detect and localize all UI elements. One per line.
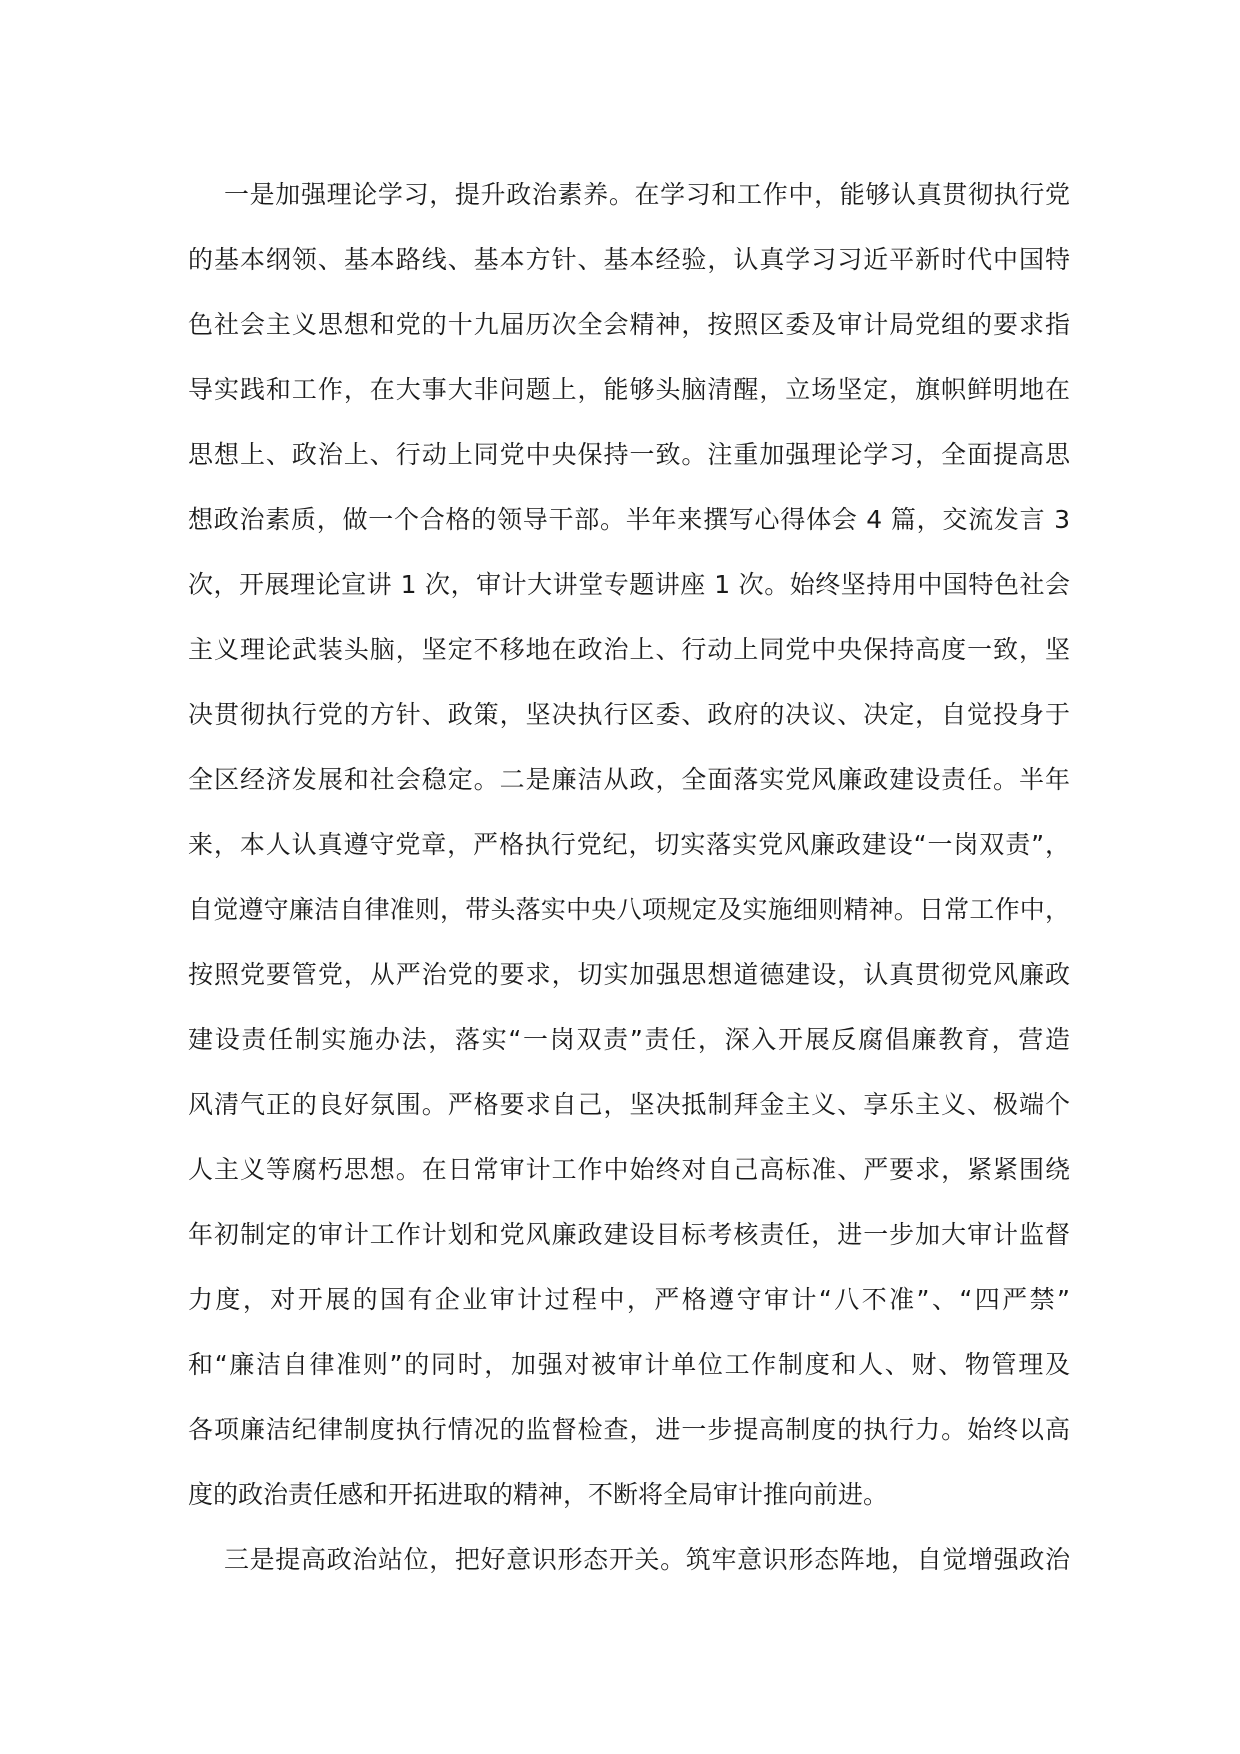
body-line: 色社会主义思想和党的十九届历次全会精神，按照区委及审计局党组的要求指 bbox=[188, 310, 1070, 339]
body-line: 按照党要管党，从严治党的要求，切实加强思想道德建设，认真贯彻党风廉政 bbox=[188, 960, 1070, 989]
body-line: 思想上、政治上、行动上同党中央保持一致。注重加强理论学习，全面提高思 bbox=[188, 440, 1070, 469]
body-line: 导实践和工作，在大事大非问题上，能够头脑清醒，立场坚定，旗帜鲜明地在 bbox=[188, 375, 1070, 404]
body-line: 三是提高政治站位，把好意识形态开关。筑牢意识形态阵地，自觉增强政治 bbox=[224, 1545, 1070, 1574]
body-line: 一是加强理论学习，提升政治素养。在学习和工作中，能够认真贯彻执行党 bbox=[224, 180, 1070, 209]
body-line: 的基本纲领、基本路线、基本方针、基本经验，认真学习习近平新时代中国特 bbox=[188, 245, 1070, 274]
body-line: 各项廉洁纪律制度执行情况的监督检查，进一步提高制度的执行力。始终以高 bbox=[188, 1415, 1070, 1444]
body-line: 决贯彻执行党的方针、政策，坚决执行区委、政府的决议、决定，自觉投身于 bbox=[188, 700, 1070, 729]
body-line: 全区经济发展和社会稳定。二是廉洁从政，全面落实党风廉政建设责任。半年 bbox=[188, 765, 1070, 794]
body-line: 风清气正的良好氛围。严格要求自己，坚决抵制拜金主义、享乐主义、极端个 bbox=[188, 1090, 1070, 1119]
body-line: 想政治素质，做一个合格的领导干部。半年来撰写心得体会 4 篇，交流发言 3 bbox=[188, 505, 1070, 534]
body-line: 力度，对开展的国有企业审计过程中，严格遵守审计“八不准”、“四严禁” bbox=[188, 1285, 1070, 1314]
body-line: 人主义等腐朽思想。在日常审计工作中始终对自己高标准、严要求，紧紧围绕 bbox=[188, 1155, 1070, 1184]
body-line: 年初制定的审计工作计划和党风廉政建设目标考核责任，进一步加大审计监督 bbox=[188, 1220, 1070, 1249]
body-line: 和“廉洁自律准则”的同时，加强对被审计单位工作制度和人、财、物管理及 bbox=[188, 1350, 1070, 1379]
body-line: 来，本人认真遵守党章，严格执行党纪，切实落实党风廉政建设“一岗双责”， bbox=[188, 830, 1070, 859]
body-line: 建设责任制实施办法，落实“一岗双责”责任，深入开展反腐倡廉教育，营造 bbox=[188, 1025, 1070, 1054]
body-line: 次，开展理论宣讲 1 次，审计大讲堂专题讲座 1 次。始终坚持用中国特色社会 bbox=[188, 570, 1070, 599]
body-line: 度的政治责任感和开拓进取的精神，不断将全局审计推向前进。 bbox=[188, 1480, 889, 1509]
body-line: 主义理论武装头脑，坚定不移地在政治上、行动上同党中央保持高度一致，坚 bbox=[188, 635, 1070, 664]
document-body bbox=[188, 170, 1070, 1600]
body-line: 自觉遵守廉洁自律准则，带头落实中央八项规定及实施细则精神。日常工作中， bbox=[188, 895, 1070, 924]
